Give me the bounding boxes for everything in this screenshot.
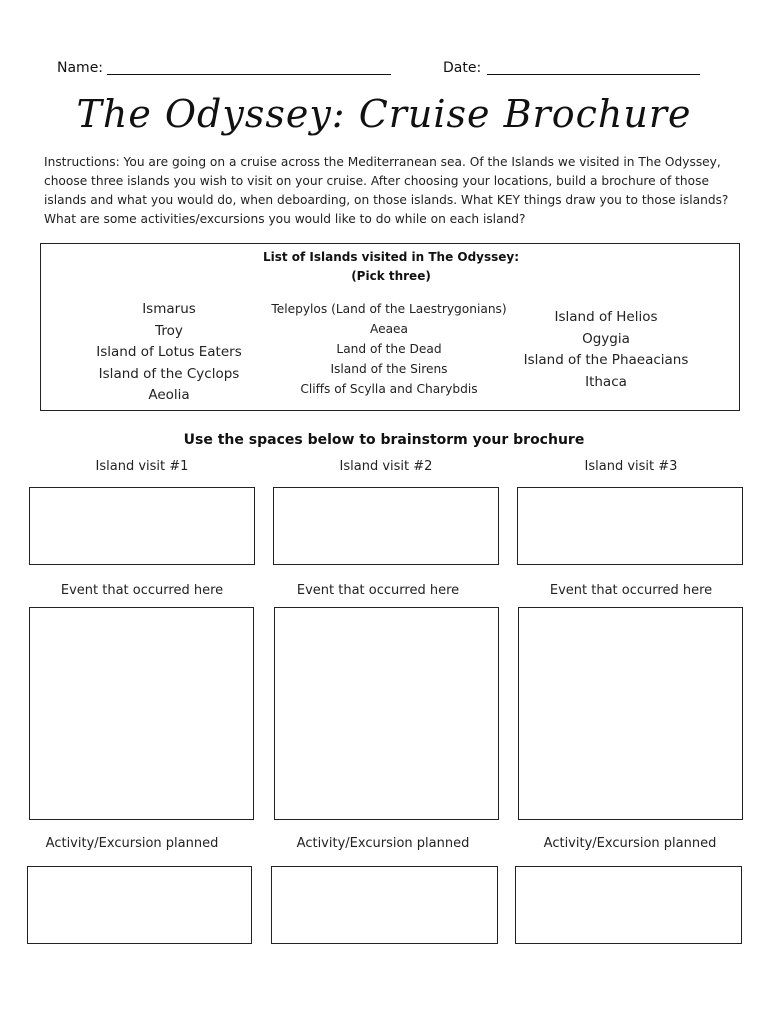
island-list-item: Aeolia [148, 387, 190, 403]
activity-2-box[interactable] [271, 866, 498, 944]
island-list-item: Island of Lotus Eaters [96, 344, 242, 360]
island-list-item: Land of the Dead [336, 342, 442, 356]
event-3-label: Event that occurred here [549, 583, 713, 598]
event-1-label: Event that occurred here [60, 583, 224, 598]
island-column-3 [511, 307, 701, 393]
island-list-heading: List of Islands visited in The Odyssey: [262, 250, 520, 264]
name-label: Name: [57, 60, 104, 76]
island-list-item: Island of the Sirens [330, 362, 448, 376]
date-field[interactable] [487, 74, 700, 75]
island-column-1 [69, 299, 269, 407]
event-1-box[interactable] [29, 607, 254, 820]
island-list-item: Island of the Phaeacians [523, 352, 689, 368]
island-list-item: Troy [155, 322, 183, 339]
island-list-box [40, 243, 740, 411]
page-title: The Odyssey: Cruise Brochure [76, 92, 692, 136]
island-visit-2-box[interactable] [273, 487, 499, 565]
island-visit-2-label: Island visit #2 [339, 459, 433, 474]
island-list-subheading: (Pick three) [351, 269, 431, 283]
island-list-item: Ogygia [582, 330, 630, 347]
island-visit-3-label: Island visit #3 [584, 459, 678, 474]
island-list-item: Island of Helios [554, 309, 658, 325]
instructions-text: Instructions: You are going on a cruise across the Mediterranean sea. Of the Islands we visited in The Odyssey, choose three islands you wish to visit on your cruise. After choosing your locations, build a brochure of those islands and what you would do, when deboarding, on those islands. What KEY things draw you to those islands? What are some activities/excursions you would like to do while on each island? [44, 155, 729, 226]
activity-3-box[interactable] [515, 866, 742, 944]
activity-1-label: Activity/Excursion planned [45, 836, 219, 851]
event-2-label: Event that occurred here [296, 583, 460, 598]
island-column-2 [249, 299, 529, 399]
island-list-item: Ithaca [585, 373, 627, 390]
island-visit-1-label: Island visit #1 [95, 459, 189, 474]
date-label: Date: [443, 60, 482, 76]
brainstorm-heading: Use the spaces below to brainstorm your brochure [183, 432, 585, 448]
island-list-item: Telepylos (Land of the Laestrygonians) [271, 302, 507, 316]
activity-2-label: Activity/Excursion planned [296, 836, 470, 851]
name-field[interactable] [107, 74, 391, 75]
island-list-item: Island of the Cyclops [98, 365, 240, 382]
island-list-item: Cliffs of Scylla and Charybdis [300, 382, 478, 396]
island-list-item: Ismarus [142, 301, 196, 317]
island-visit-3-box[interactable] [517, 487, 743, 565]
island-list-item: Aeaea [369, 322, 409, 336]
activity-1-box[interactable] [27, 866, 252, 944]
island-visit-1-box[interactable] [29, 487, 255, 565]
event-3-box[interactable] [518, 607, 743, 820]
event-2-box[interactable] [274, 607, 499, 820]
activity-3-label: Activity/Excursion planned [543, 836, 717, 851]
